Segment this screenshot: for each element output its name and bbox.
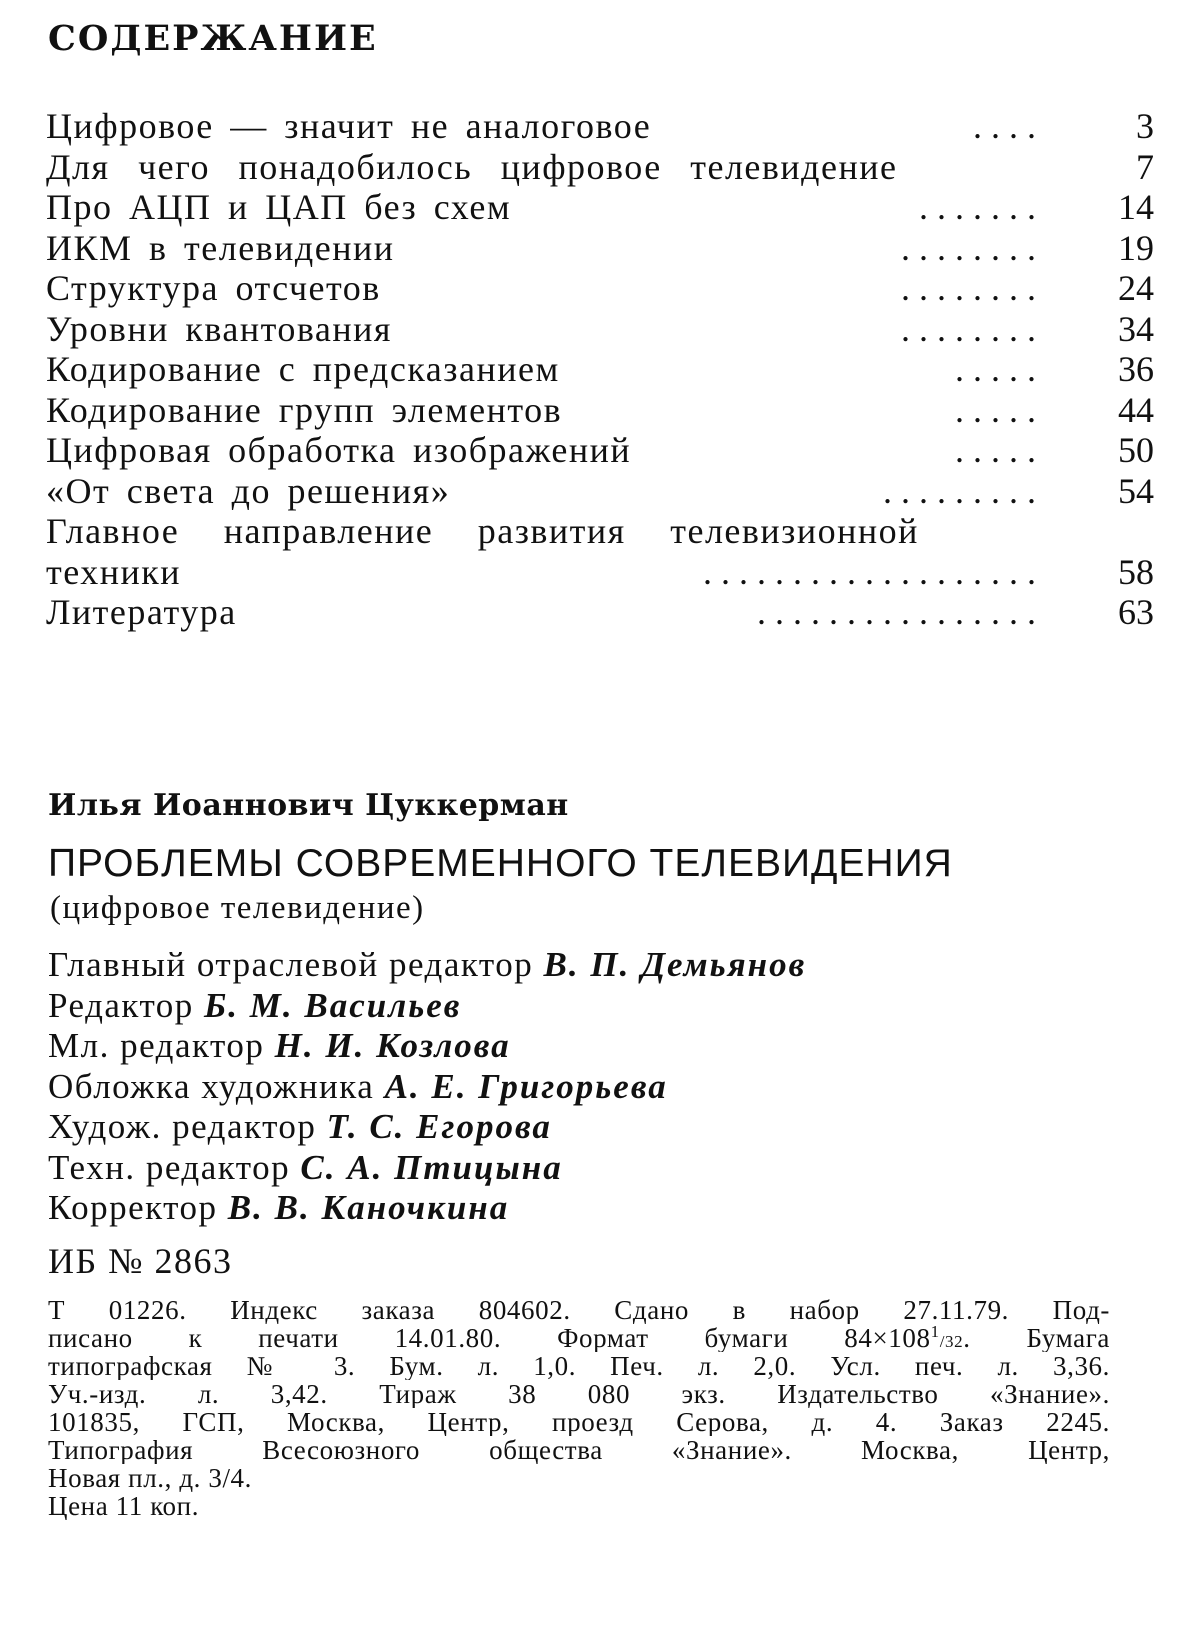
credit-role: Худож. редактор xyxy=(48,1107,317,1146)
imprint-line: Типография Всесоюзного общества «Знание». Москва, Центр, xyxy=(48,1436,1110,1464)
toc-entry[interactable] xyxy=(46,349,1154,390)
toc-leader-dots: . . . . . . . . xyxy=(901,308,1036,349)
toc-entry[interactable] xyxy=(46,147,1154,188)
credits-list xyxy=(48,945,806,1229)
toc-page-number: 36 xyxy=(1118,349,1154,389)
toc-entry-title: Для чего понадобилось цифровое телевидение xyxy=(46,146,898,187)
toc-entry-title: Цифровое — значит не аналоговое xyxy=(46,106,652,146)
toc-entry-title: «От света до решения» xyxy=(46,470,451,511)
imprint-fraction: /32 xyxy=(939,1332,964,1351)
credit-role: Техн. редактор xyxy=(48,1147,291,1187)
toc-leader-dots: . . . . . . . . . xyxy=(883,470,1036,511)
toc-entry[interactable] xyxy=(46,228,1154,269)
credit-person: А. Е. Григорьева xyxy=(384,1066,668,1106)
imprint-superscript: 1 xyxy=(930,1324,940,1341)
toc-leader-dots: . . . . . . . . . . . . . . . . . . . xyxy=(703,551,1036,592)
toc-leader-dots: . . . . . . . . xyxy=(901,268,1036,308)
credit-line xyxy=(48,1188,806,1229)
toc-entry-title: Уровни квантования xyxy=(46,308,392,349)
toc-heading: СОДЕРЖАНИЕ xyxy=(48,18,378,59)
credit-person: Б. М. Васильев xyxy=(204,985,462,1025)
toc-entry[interactable] xyxy=(46,187,1154,228)
toc-entry[interactable] xyxy=(46,106,1154,147)
credit-person: Н. И. Козлова xyxy=(274,1026,511,1065)
imprint-line: типографская № 3. Бум. л. 1,0. Печ. л. 2,0. Усл. печ. л. 3,36. xyxy=(48,1352,1110,1380)
credit-role: Корректор xyxy=(48,1188,218,1227)
toc-page-number: 50 xyxy=(1118,430,1154,470)
ib-number: ИБ № 2863 xyxy=(48,1241,233,1281)
imprint-line: 101835, ГСП, Москва, Центр, проезд Серова, д. 4. Заказ 2245. xyxy=(48,1408,1110,1436)
toc-entry[interactable] xyxy=(46,268,1154,309)
toc-entry-title: Структура отсчетов xyxy=(46,268,381,308)
credit-line xyxy=(48,1148,806,1189)
author-name: Илья Иоаннович Цуккерман xyxy=(48,788,569,823)
toc-entry-title: Главное направление развития телевизионной xyxy=(46,511,919,551)
toc-page-number: 44 xyxy=(1118,389,1154,430)
toc-entry[interactable] xyxy=(46,309,1154,350)
toc-leader-dots: . . . . . xyxy=(955,389,1036,430)
credit-line xyxy=(48,1026,806,1067)
toc-entry-title-continued: техники xyxy=(46,551,182,592)
table-of-contents xyxy=(46,106,1154,633)
imprint-block xyxy=(48,1296,1110,1520)
credit-role: Мл. редактор xyxy=(48,1026,265,1065)
credit-line xyxy=(48,1107,806,1148)
imprint-text: . Бумага xyxy=(963,1324,1110,1352)
toc-page-number: 58 xyxy=(1118,551,1154,592)
imprint-line: Новая пл., д. 3/4. xyxy=(48,1464,253,1492)
toc-leader-dots: . . . . . xyxy=(955,349,1036,389)
credit-role: Главный отраслевой редактор xyxy=(48,945,534,984)
toc-entry-title: Кодирование с предсказанием xyxy=(46,349,560,389)
imprint-line: Уч.-изд. л. 3,42. Тираж 38 080 экз. Издательство «Знание». xyxy=(48,1380,1110,1408)
credit-line xyxy=(48,945,806,986)
toc-entry-title: Про АЦП и ЦАП без схем xyxy=(46,187,512,227)
book-title: ПРОБЛЕМЫ СОВРЕМЕННОГО ТЕЛЕВИДЕНИЯ xyxy=(48,842,953,885)
toc-page-number: 24 xyxy=(1118,268,1154,308)
toc-page-number: 34 xyxy=(1118,308,1154,349)
price: Цена 11 коп. xyxy=(48,1492,200,1520)
credit-person: Т. С. Егорова xyxy=(326,1107,552,1146)
credit-role: Обложка художника xyxy=(48,1066,375,1106)
credit-line xyxy=(48,1067,806,1108)
credit-person: В. П. Демьянов xyxy=(543,945,807,984)
imprint-line xyxy=(48,1324,1110,1352)
toc-entry-title: Кодирование групп элементов xyxy=(46,389,563,430)
credit-person: В. В. Каночкина xyxy=(227,1188,510,1227)
credit-line xyxy=(48,986,806,1027)
toc-page-number: 3 xyxy=(1136,106,1154,146)
toc-page-number: 54 xyxy=(1118,470,1154,511)
toc-entry-title: ИКМ в телевидении xyxy=(46,227,395,268)
toc-entry-title: Цифровая обработка изображений xyxy=(46,430,632,470)
toc-leader-dots: . . . . . . . . xyxy=(901,227,1036,268)
toc-leader-dots: . . . . . . . . . . . . . . . . xyxy=(757,592,1036,632)
toc-page-number: 14 xyxy=(1118,187,1154,227)
toc-entry[interactable] xyxy=(46,471,1154,512)
toc-entry[interactable] xyxy=(46,430,1154,471)
credit-person: С. А. Птицына xyxy=(300,1147,563,1187)
toc-leader-dots: . . . . . xyxy=(955,430,1036,470)
imprint-line: Т 01226. Индекс заказа 804602. Сдано в набор 27.11.79. Под- xyxy=(48,1296,1110,1324)
toc-page-number: 7 xyxy=(1136,146,1154,187)
toc-entry[interactable] xyxy=(46,390,1154,431)
toc-leader-dots: . . . . . . . xyxy=(919,187,1036,227)
imprint-text: писано к печати 14.01.80. Формат бумаги 84×108 xyxy=(48,1324,931,1352)
book-subtitle: (цифровое телевидение) xyxy=(50,890,425,926)
toc-page-number: 63 xyxy=(1118,592,1154,632)
toc-entry-title: Литература xyxy=(46,592,237,632)
toc-leader-dots: . . . . xyxy=(973,106,1036,146)
credit-role: Редактор xyxy=(48,985,194,1025)
toc-entry[interactable] xyxy=(46,511,1154,592)
toc-entry[interactable] xyxy=(46,592,1154,633)
toc-page-number: 19 xyxy=(1118,227,1154,268)
